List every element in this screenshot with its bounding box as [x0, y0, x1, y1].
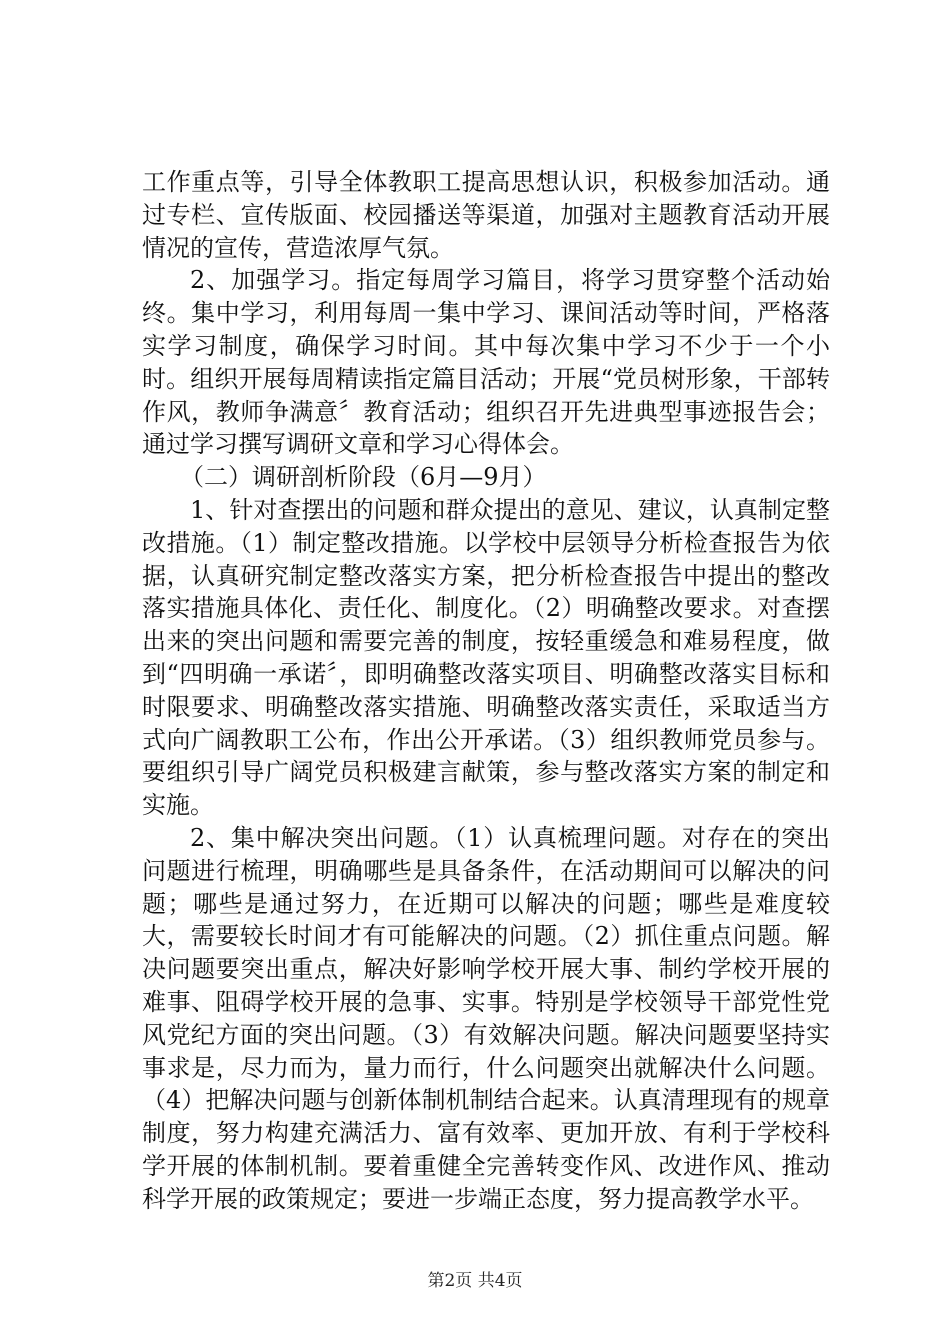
paragraph-solve-problems: 2、集中解决突出问题。（1）认真梳理问题。对存在的突出问题进行梳理，明确哪些是具备条件，在活动期间可以解决的问题；哪些是通过努力，在近期可以解决的问题；哪些是难度较大，需要较长时间才有可能解决的问题。（2）抓住重点问题。解决问题要突出重点，解决好影响学校开展大事、制约学校开展的难事、阻碍学校开展的急事、实事。特别是学校领导干部党性党风党纪方面的突出问题。（3）有效解决问题。解决问题要坚持实事求是，尽力而为，量力而行，什么问题突出就解决什么问题。（4）把解决问题与创新体制机制结合起来。认真清理现有的规章制度，努力构建充满活力、富有效率、更加开放、有利于学校科学开展的体制机制。要着重健全完善转变作风、改进作风、推动科学开展的政策规定；要进一步端正态度，努力提高教学水平。 — [142, 823, 830, 1213]
paragraph-study: 2、加强学习。指定每周学习篇目，将学习贯穿整个活动始终。集中学习，利用每周一集中学习、课间活动等时间，严格落实学习制度，确保学习时间。其中每次集中学习不少于一个小时。组织开展每周精读指定篇目活动；开展“党员树形象，干部转作风，教师争满意〞教育活动；组织召开先进典型事迹报告会；通过学习撰写调研文章和学习心得体会。 — [142, 266, 830, 459]
page-number-footer: 第2页 共4页 — [427, 1271, 523, 1291]
paragraph-continuation: 工作重点等，引导全体教职工提高思想认识，积极参加活动。通过专栏、宣传版面、校园播送等渠道，加强对主题教育活动开展情况的宣传，营造浓厚气氛。 — [142, 168, 830, 262]
paragraph-rectification: 1、针对查摆出的问题和群众提出的意见、建议，认真制定整改措施。（1）制定整改措施。以学校中层领导分析检查报告为依据，认真研究制定整改落实方案，把分析检查报告中提出的整改落实措施具体化、责任化、制度化。（2）明确整改要求。对查摆出来的突出问题和需要完善的制度，按轻重缓急和难易程度，做到“四明确一承诺〞，即明确整改落实项目、明确整改落实目标和时限要求、明确整改落实措施、明确整改落实责任，采取适当方式向广阔教职工公布，作出公开承诺。（3）组织教师党员参与。要组织引导广阔党员积极建言献策，参与整改落实方案的制定和实施。 — [142, 495, 830, 820]
body-text — [142, 166, 830, 1216]
section-heading: （二）调研剖析阶段（6月—9月） — [180, 463, 547, 492]
